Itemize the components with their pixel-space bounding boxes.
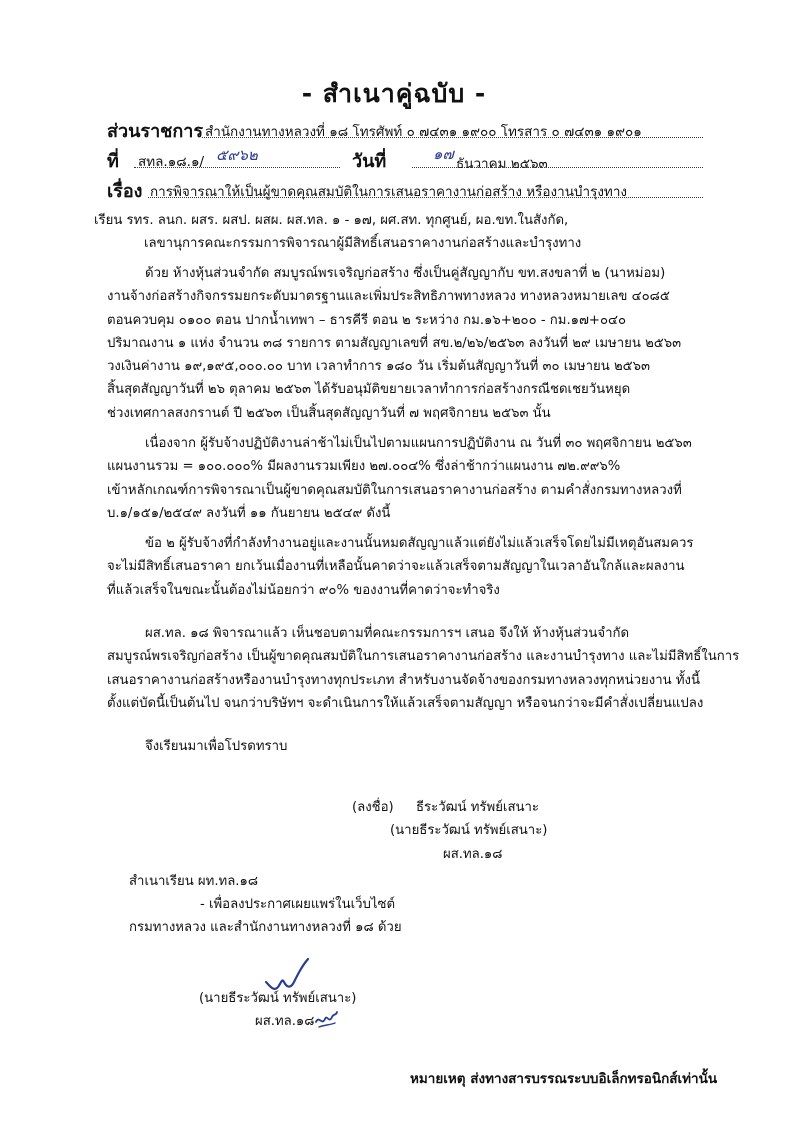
paragraph-line: ตอนควบคุม ๐๑๐๐ ตอน ปากน้ำเทพา – ธารคีรี ตอน ๒ ระหว่าง กม.๑๖+๒๐๐ - กม.๑๗+๐๔๐ — [107, 312, 627, 328]
paragraph-2 — [107, 432, 703, 525]
paragraph-line: เนื่องจาก ผู้รับจ้างปฏิบัติงานล่าช้าไม่เป็นไปตามแผนการปฏิบัติงาน ณ วันที่ ๓๐ พฤศจิกายน ๒๕๖๓ — [145, 436, 692, 451]
paragraph-1 — [107, 262, 703, 425]
paragraph-3 — [107, 532, 703, 602]
subject-value: การพิจารณาให้เป็นผู้ขาดคุณสมบัติในการเสนอราคางานก่อสร้าง หรืองานบำรุงทาง — [150, 184, 627, 200]
paragraph-4 — [107, 622, 740, 715]
ref-number-handwritten: ๕๙๖๒ — [216, 146, 258, 164]
paragraph-line: ปริมาณงาน ๑ แห่ง จำนวน ๓๘ รายการ ตามสัญญาเลขที่ สข.๒/๒๖/๒๕๖๓ ลงวันที่ ๒๙ เมษายน ๒๕๖๓ — [107, 335, 682, 351]
initials-mark-icon — [313, 1006, 339, 1030]
document-title: - สำเนาคู่ฉบับ - — [301, 79, 487, 108]
ref-prefix: สทล.๑๘.๑/ — [138, 154, 205, 170]
paragraph-line: เข้าหลักเกณฑ์การพิจารณาเป็นผู้ขาดคุณสมบัติในการเสนอราคางานก่อสร้าง ตามคำสั่งกรมทางหลวงที่ — [107, 482, 682, 498]
date-dotted-line — [412, 167, 703, 168]
subject-dotted-line — [148, 197, 703, 198]
paragraph-line: วงเงินค่างาน ๑๙,๑๙๕,๐๐๐.๐๐ บาท เวลาทำการ ๑๘๐ วัน เริ่มต้นสัญญาวันที่ ๓๐ เมษายน ๒๕๖๓ — [107, 359, 650, 375]
ref-dotted-line — [134, 167, 340, 168]
date-rest: ธันวาคม ๒๕๖๓ — [456, 156, 548, 172]
salutation-line-1: เรียน รทร. ลนก. ผสร. ผสป. ผสผ. ผส.ทล. ๑ - ๑๗, ผศ.สท. ทุกศูนย์, ผอ.ขท.ในสังกัด, — [94, 213, 569, 228]
paragraph-line: แผนงานรวม = ๑๐๐.๐๐๐% มีผลงานรวมเพียง ๒๗.๐๐๔% ซึ่งล่าช้ากว่าแผนงาน ๗๒.๙๙๖% — [107, 459, 621, 475]
paragraph-line: เสนอราคางานก่อสร้างหรืองานบำรุงทางทุกประเภท สำหรับงานจัดจ้างของกรมทางหลวงทุกหน่วยงาน ทั้งนี้ — [107, 672, 700, 688]
signature-position: ผส.ทล.๑๘ — [443, 847, 503, 862]
copy-to-line-2: - เพื่อลงประกาศเผยแพร่ในเว็บไซต์ — [200, 897, 396, 912]
signed-label: (ลงชื่อ) — [352, 800, 394, 815]
paragraph-line: ตั้งแต่บัดนี้เป็นต้นไป จนกว่าบริษัทฯ จะดำเนินการให้แล้วเสร็จตามสัญญา หรือจนกว่าจะมีคำสั่งเปลี่ยนแปลง — [107, 695, 704, 711]
closing-line: จึงเรียนมาเพื่อโปรดทราบ — [145, 739, 288, 754]
ref-label: ที่ — [107, 151, 119, 172]
subject-label: เรื่อง — [107, 181, 143, 202]
copy-to-line-1: สำเนาเรียน ผท.ทล.๑๘ — [129, 874, 259, 889]
paragraph-line: จะไม่มีสิทธิ์เสนอราคา ยกเว้นเมื่องานที่เหลือนั้นคาดว่าจะแล้วเสร็จตามสัญญาในเวลาอันใกล้และผลงาน — [107, 559, 685, 575]
paragraph-line: งานจ้างก่อสร้างกิจกรรมยกระดับมาตรฐานและเพิ่มประสิทธิภาพทางหลวง ทางหลวงหมายเลข ๔๐๘๕ — [107, 289, 670, 305]
agency-value: สำนักงานทางหลวงที่ ๑๘ โทรศัพท์ ๐ ๗๔๓๑ ๑๙๐๐ โทรสาร ๐ ๗๔๓๑ ๑๙๐๑ — [205, 124, 642, 140]
paragraph-line: บ.๑/๑๕๑/๒๕๔๙ ลงวันที่ ๑๑ กันยายน ๒๕๔๙ ดังนี้ — [107, 505, 391, 521]
date-label: วันที่ — [352, 151, 387, 172]
paragraph-line: ข้อ ๒ ผู้รับจ้างที่กำลังทำงานอยู่และงานนั้นหมดสัญญาแล้วแต่ยังไม่แล้วเสร็จโดยไม่มีเหตุอันสมควร — [145, 536, 694, 551]
signed-name: ธีระวัฒน์ ทรัพย์เสนาะ — [416, 800, 539, 815]
date-day-handwritten: ๑๗ — [433, 145, 454, 163]
paragraph-line: สมบูรณ์พรเจริญก่อสร้าง เป็นผู้ขาดคุณสมบัติในการเสนอราคางานก่อสร้าง และงานบำรุงทาง และไม่มีสิทธิ์ในการ — [107, 649, 740, 665]
agency-label: ส่วนราชการ — [107, 121, 204, 142]
paragraph-line: ช่วงเทศกาลสงกรานต์ ปี ๒๕๖๓ เป็นสิ้นสุดสัญญาวันที่ ๗ พฤศจิกายน ๒๕๖๓ นั้น — [107, 405, 551, 421]
salutation-line-2: เลขานุการคณะกรรมการพิจารณาผู้มีสิทธิ์เสนอราคางานก่อสร้างและบำรุงทาง — [144, 236, 582, 251]
footer-note: หมายเหตุ ส่งทางสารบรรณระบบอิเล็กทรอนิกส์เท่านั้น — [410, 1071, 718, 1087]
paragraph-line: ผส.ทล. ๑๘ พิจารณาแล้ว เห็นชอบตามที่คณะกรรมการฯ เสนอ จึงให้ ห้างหุ้นส่วนจำกัด — [145, 626, 630, 641]
paragraph-line: ที่แล้วเสร็จในขณะนั้นต้องไม่น้อยกว่า ๙๐% ของงานที่คาดว่าจะทำจริง — [107, 582, 500, 598]
copy-to-line-3: กรมทางหลวง และสำนักงานทางหลวงที่ ๑๘ ด้วย — [129, 920, 402, 935]
paragraph-line: สิ้นสุดสัญญาวันที่ ๒๖ ตุลาคม ๒๕๖๓ ได้รับอนุมัติขยายเวลาทำการก่อสร้างกรณีชดเชยวันหยุด — [107, 382, 631, 398]
certify-full-name: (นายธีระวัฒน์ ทรัพย์เสนาะ) — [199, 991, 357, 1006]
paragraph-line: ด้วย ห้างหุ้นส่วนจำกัด สมบูรณ์พรเจริญก่อสร้าง ซึ่งเป็นคู่สัญญากับ ขท.สงขลาที่ ๒ (นาหม่อม) — [145, 266, 666, 281]
certify-position: ผส.ทล.๑๘ — [255, 1014, 315, 1029]
agency-dotted-line — [202, 137, 703, 138]
signature-full-name: (นายธีระวัฒน์ ทรัพย์เสนาะ) — [390, 823, 548, 838]
